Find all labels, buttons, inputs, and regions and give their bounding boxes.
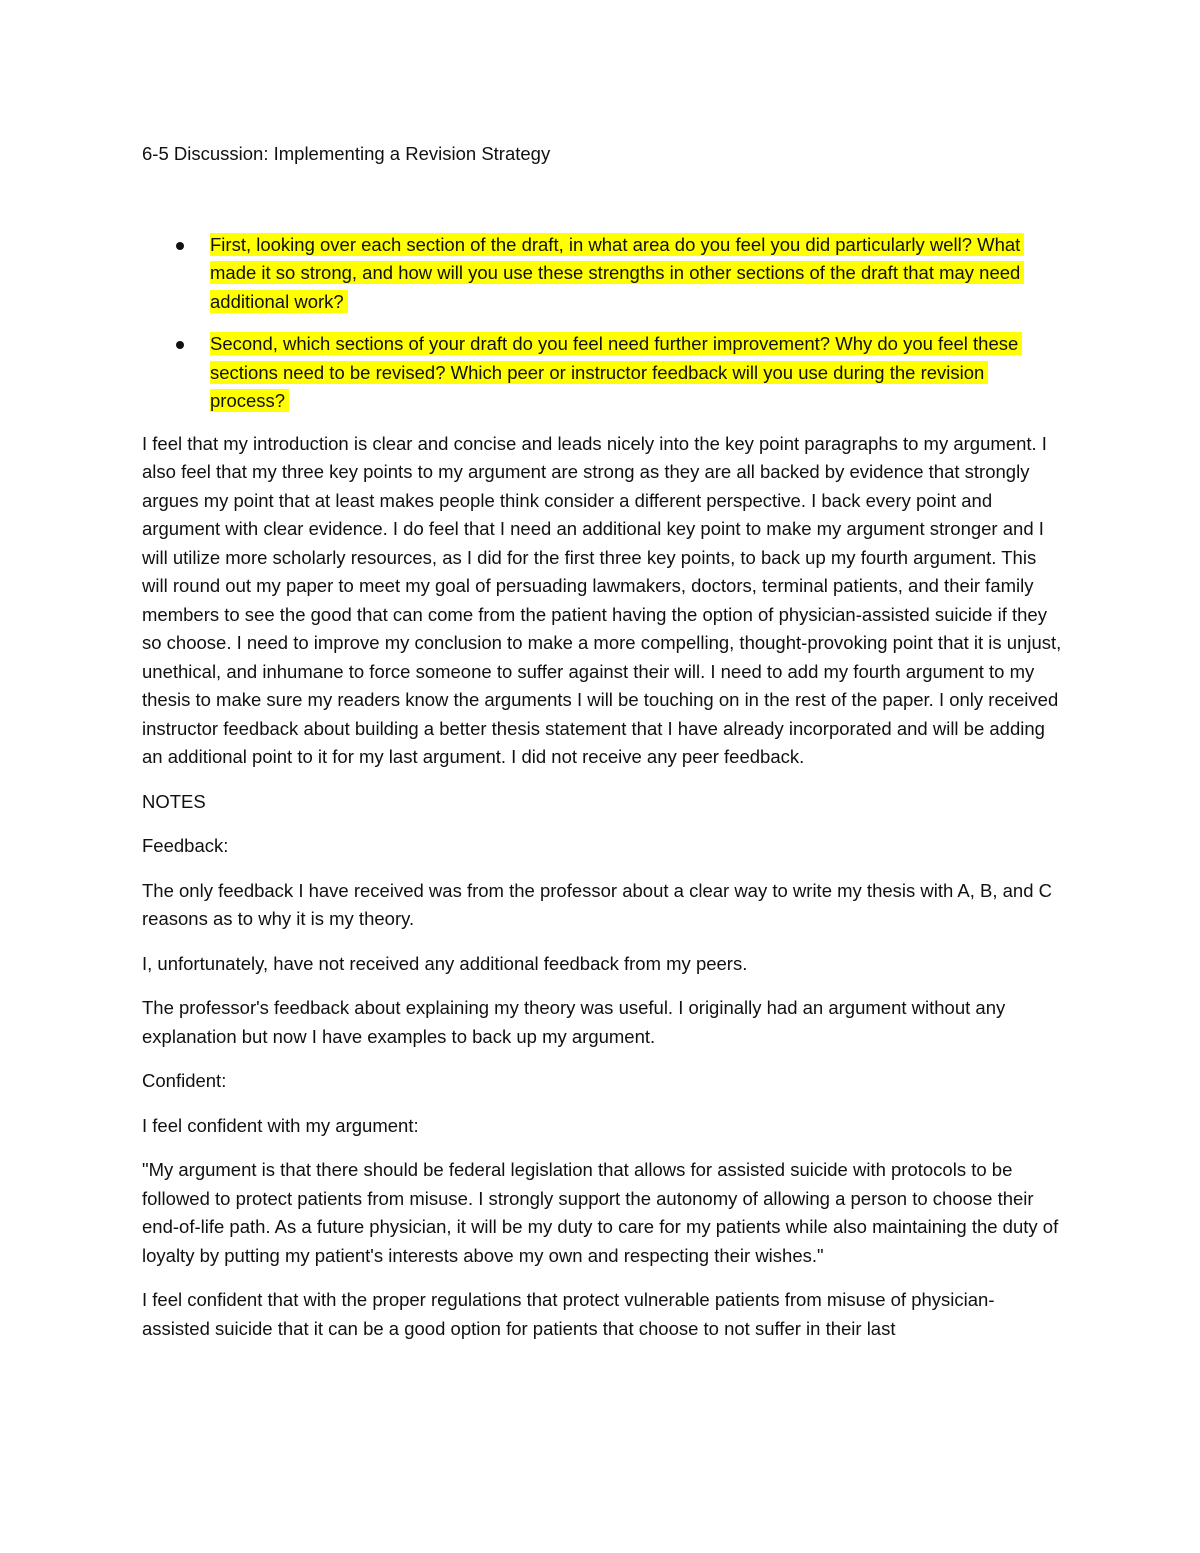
- highlighted-prompt: Second, which sections of your draft do you feel need further improvement? Why do you feel these sections need to be revised? Which peer or instructor feedback will you use during the revision process?: [210, 332, 1022, 412]
- argument-quote: "My argument is that there should be federal legislation that allows for assisted suicide with protocols to be followed to protect patients from misuse. I strongly support the autonomy of allowing a person to choose their end-of-life path. As a future physician, it will be my duty to care for my patients while also maintaining the duty of loyalty by putting my patient's interests above my own and respecting their wishes.": [142, 1159, 1059, 1266]
- bullet-icon: [176, 341, 184, 349]
- document-page: [142, 140, 1062, 1359]
- prompt-item: [142, 231, 1062, 317]
- feedback-paragraph: I, unfortunately, have not received any additional feedback from my peers.: [142, 952, 748, 974]
- notes-heading: NOTES: [142, 790, 206, 812]
- response-paragraph: I feel that my introduction is clear and concise and leads nicely into the key point paragraphs to my argument. I also feel that my three key points to my argument are strong as they are all backed by evidence that strongly argues my point that at least makes people think consider a different perspective. I back every point and argument with clear evidence. I do feel that I need an additional key point to make my argument stronger and I will utilize more scholarly resources, as I did for the first three key points, to back up my fourth argument. This will round out my paper to meet my goal of persuading lawmakers, doctors, terminal patients, and their family members to see the good that can come from the patient having the option of physician-assisted suicide if they so choose. I need to improve my conclusion to make a more compelling, thought-provoking point that it is unjust, unethical, and inhumane to force someone to suffer against their will. I need to add my fourth argument to my thesis to make sure my readers know the arguments I will be touching on in the rest of the paper. I only received instructor feedback about building a better thesis statement that I have already incorporated and will be adding an additional point to it for my last argument. I did not receive any peer feedback.: [142, 432, 1062, 767]
- feedback-paragraph: The professor's feedback about explaining my theory was useful. I originally had an argument without any explanation but now I have examples to back up my argument.: [142, 997, 1006, 1047]
- confident-heading: Confident:: [142, 1070, 227, 1091]
- bullet-icon: [176, 242, 184, 250]
- prompt-list: [142, 231, 1062, 416]
- prompt-item: [142, 330, 1062, 416]
- document-title: 6-5 Discussion: Implementing a Revision Strategy: [142, 143, 551, 164]
- feedback-paragraph: The only feedback I have received was from the professor about a clear way to write my thesis with A, B, and C reasons as to why it is my theory.: [142, 879, 1053, 929]
- confident-intro: I feel confident with my argument:: [142, 1114, 419, 1136]
- closing-paragraph: I feel confident that with the proper regulations that protect vulnerable patients from misuse of physician-assisted suicide that it can be a good option for patients that choose to not suffer in their last: [142, 1289, 995, 1339]
- feedback-heading: Feedback:: [142, 835, 229, 856]
- highlighted-prompt: First, looking over each section of the draft, in what area do you feel you did particularly well? What made it so strong, and how will you use these strengths in other sections of the draft that may need additional work?: [210, 233, 1024, 313]
